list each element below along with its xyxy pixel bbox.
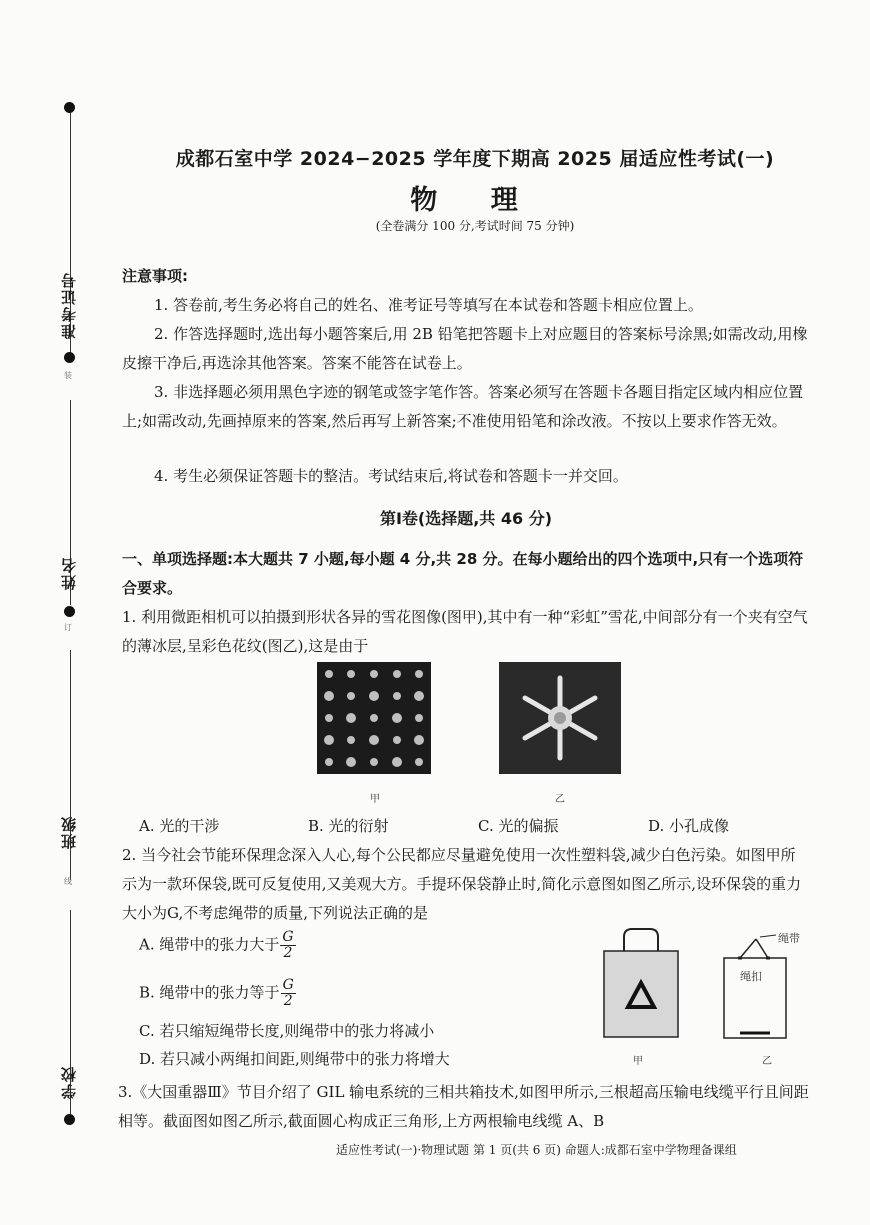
instruction-item: 1. 答卷前,考生务必将自己的姓名、准考证号等填写在本试卷和答题卡相应位置上。: [154, 296, 703, 314]
instructions-heading: 注意事项:: [122, 267, 188, 285]
section-heading: 一、单项选择题:本大题共 7 小题,每小题 4 分,共 28 分。在每小题给出的四个选项中,只有一个选项符合要求。: [122, 550, 804, 597]
binding-dot: [64, 102, 75, 113]
question-3-stem: 3.《大国重器Ⅲ》节目介绍了 GIL 输电系统的三相共箱技术,如图甲所示,三根超高压输电线缆平行且间距相等。截面图如图乙所示,截面圆心构成正三角形,上方两根输电线缆 A、B: [118, 1083, 809, 1130]
page-footer: 适应性考试(一)·物理试题 第 1 页(共 6 页) 命题人:成都石室中学物理备课组: [336, 1143, 737, 1157]
snowflake-grid-image: [317, 662, 431, 774]
binding-mark: 订: [64, 623, 72, 632]
q2-option-b-text: B. 绳带中的张力等于: [139, 983, 280, 1002]
rainbow-snowflake-image: [499, 662, 621, 774]
rope-label: 绳带: [778, 932, 800, 945]
bag-force-diagram: [720, 925, 820, 1045]
part-title: 第Ⅰ卷(选择题,共 46 分): [379, 509, 553, 528]
figure-1a-caption: 甲: [370, 794, 380, 805]
instruction-item: 3. 非选择题必须用黑色字迹的钢笔或签字笔作答。答案必须写在答题卡各题目指定区域内相应位置上;如需改动,先画掉原来的答案,然后再写上新答案;不准使用铅笔和涂改液。不按以上要求作答无效。: [122, 383, 804, 430]
exam-note: (全卷满分 100 分,考试时间 75 分钟): [375, 219, 575, 233]
binding-mark: 线: [64, 877, 72, 886]
q2-option-a-text: A. 绳带中的张力大于: [139, 935, 280, 954]
school-label: 学校: [60, 1065, 78, 1099]
buckle-label: 绳扣: [740, 970, 762, 983]
instruction-item: 4. 考生必须保证答题卡的整洁。考试结束后,将试卷和答题卡一并交回。: [154, 467, 628, 485]
question-2-stem: 2. 当今社会节能环保理念深入人心,每个公民都应尽量避免使用一次性塑料袋,减少白色污染。如图甲所示为一款环保袋,既可反复使用,又美观大方。手提环保袋静止时,简化示意图如图乙所示,设环保袋的重力大小为G,不考虑绳带的质量,下列说法正确的是: [122, 846, 802, 922]
q1-option-b: B. 光的衍射: [308, 817, 389, 835]
q1-option-a: A. 光的干涉: [139, 817, 220, 835]
fraction-g-over-2: $\frac{G}{2}$: [282, 929, 294, 961]
exam-number-label: 准考证号: [60, 271, 78, 339]
q2-option-a: [139, 930, 296, 961]
eco-bag-illustration: [596, 925, 686, 1045]
figure-2a-caption: 甲: [633, 1056, 643, 1067]
q1-option-c: C. 光的偏振: [478, 817, 559, 835]
q1-option-d: D. 小孔成像: [648, 817, 730, 835]
name-label: 姓名: [60, 556, 78, 590]
binding-dot: [64, 606, 75, 617]
binding-dot: [64, 1114, 75, 1125]
figure-1b-caption: 乙: [555, 794, 565, 805]
subject-title: 物 理: [410, 185, 540, 216]
exam-title: 成都石室中学 2024−2025 学年度下期高 2025 届适应性考试(一): [175, 148, 775, 170]
instruction-item: 2. 作答选择题时,选出每小题答案后,用 2B 铅笔把答题卡上对应题目的答案标号涂黑;如需改动,用橡皮擦干净后,再选涂其他答案。答案不能答在试卷上。: [122, 325, 808, 372]
q2-option-b: [139, 978, 296, 1009]
fraction-g-over-2: $\frac{G}{2}$: [282, 977, 294, 1009]
q2-option-c: C. 若只缩短绳带长度,则绳带中的张力将减小: [139, 1022, 435, 1040]
q2-option-d: D. 若只减小两绳扣间距,则绳带中的张力将增大: [139, 1050, 450, 1068]
binding-dot: [64, 352, 75, 363]
class-label: 班级: [60, 815, 78, 849]
figure-2b-caption: 乙: [762, 1056, 772, 1067]
binding-mark: 装: [64, 371, 72, 380]
question-1-stem: 1. 利用微距相机可以拍摄到形状各异的雪花图像(图甲),其中有一种“彩虹”雪花,中间部分有一个夹有空气的薄冰层,呈彩色花纹(图乙),这是由于: [122, 608, 808, 655]
